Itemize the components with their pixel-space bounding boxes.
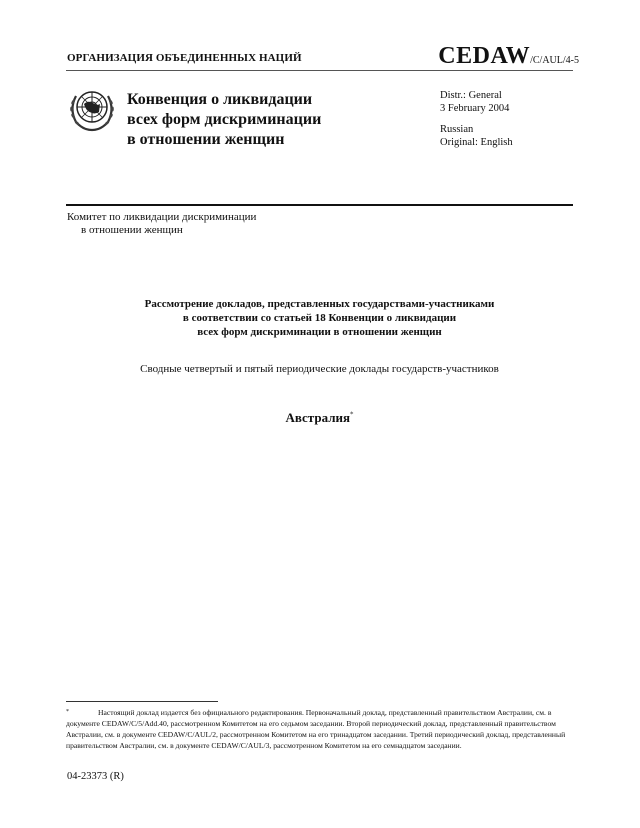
footnote-separator <box>66 701 218 702</box>
original-language: Original: English <box>440 137 513 148</box>
distribution-block <box>440 89 513 149</box>
document-symbol <box>438 43 579 70</box>
consideration-line-3: всех форм дискриминации в отношении женщин <box>197 326 442 338</box>
footnote-reference[interactable]: * <box>350 410 354 419</box>
section-rule <box>66 204 573 206</box>
distribution-type: Distr.: General <box>440 90 502 101</box>
consideration-line-2: в соответствии со статьей 18 Конвенции о ликвидации <box>182 312 457 324</box>
country-name: Австралия <box>285 410 351 425</box>
document-language: Russian <box>440 124 474 135</box>
convention-title <box>127 90 321 150</box>
issue-date: 3 February 2004 <box>440 103 510 114</box>
committee-line-2: в отношении женщин <box>81 224 183 236</box>
footnote <box>66 707 576 751</box>
footnote-text: Настоящий доклад издается без официального редактирования. Первоначальный доклад, представленный правительством Австралии, см. в документе CEDAW/C/5/Add.40, рассмотренном Комитетом на его седьмом заседании. Второй периодический доклад, представленный правительством Австралии, см. в документе CEDAW/C/AUL/2, рассмотренном Комитетом на его тринадцатом заседании. Третий периодический доклад, представленный правительством Австралии, см. в документе CEDAW/C/AUL/3, рассмотренном Комитетом на его семнадцатом заседании. <box>66 708 566 750</box>
document-symbol-main: CEDAW <box>438 43 531 69</box>
country-heading <box>66 410 573 426</box>
committee-name <box>67 211 256 237</box>
footnote-mark: * <box>66 709 69 715</box>
convention-title-line-3: в отношении женщин <box>127 131 285 148</box>
document-number: 04-23373 (R) <box>67 771 124 782</box>
report-subtitle: Сводные четвертый и пятый периодические доклады государств-участников <box>140 363 499 375</box>
document-symbol-suffix: /C/AUL/4-5 <box>530 55 579 66</box>
committee-line-1: Комитет по ликвидации дискриминации <box>67 211 257 223</box>
header-rule <box>66 70 573 71</box>
convention-title-line-1: Конвенция о ликвидации <box>127 91 313 108</box>
consideration-line-1: Рассмотрение докладов, представленных государствами-участниками <box>144 298 495 310</box>
convention-title-line-2: всех форм дискриминации <box>127 111 322 128</box>
consideration-heading <box>66 297 573 339</box>
un-emblem-icon <box>66 84 118 134</box>
organization-name: ОРГАНИЗАЦИЯ ОБЪЕДИНЕННЫХ НАЦИЙ <box>67 52 302 64</box>
